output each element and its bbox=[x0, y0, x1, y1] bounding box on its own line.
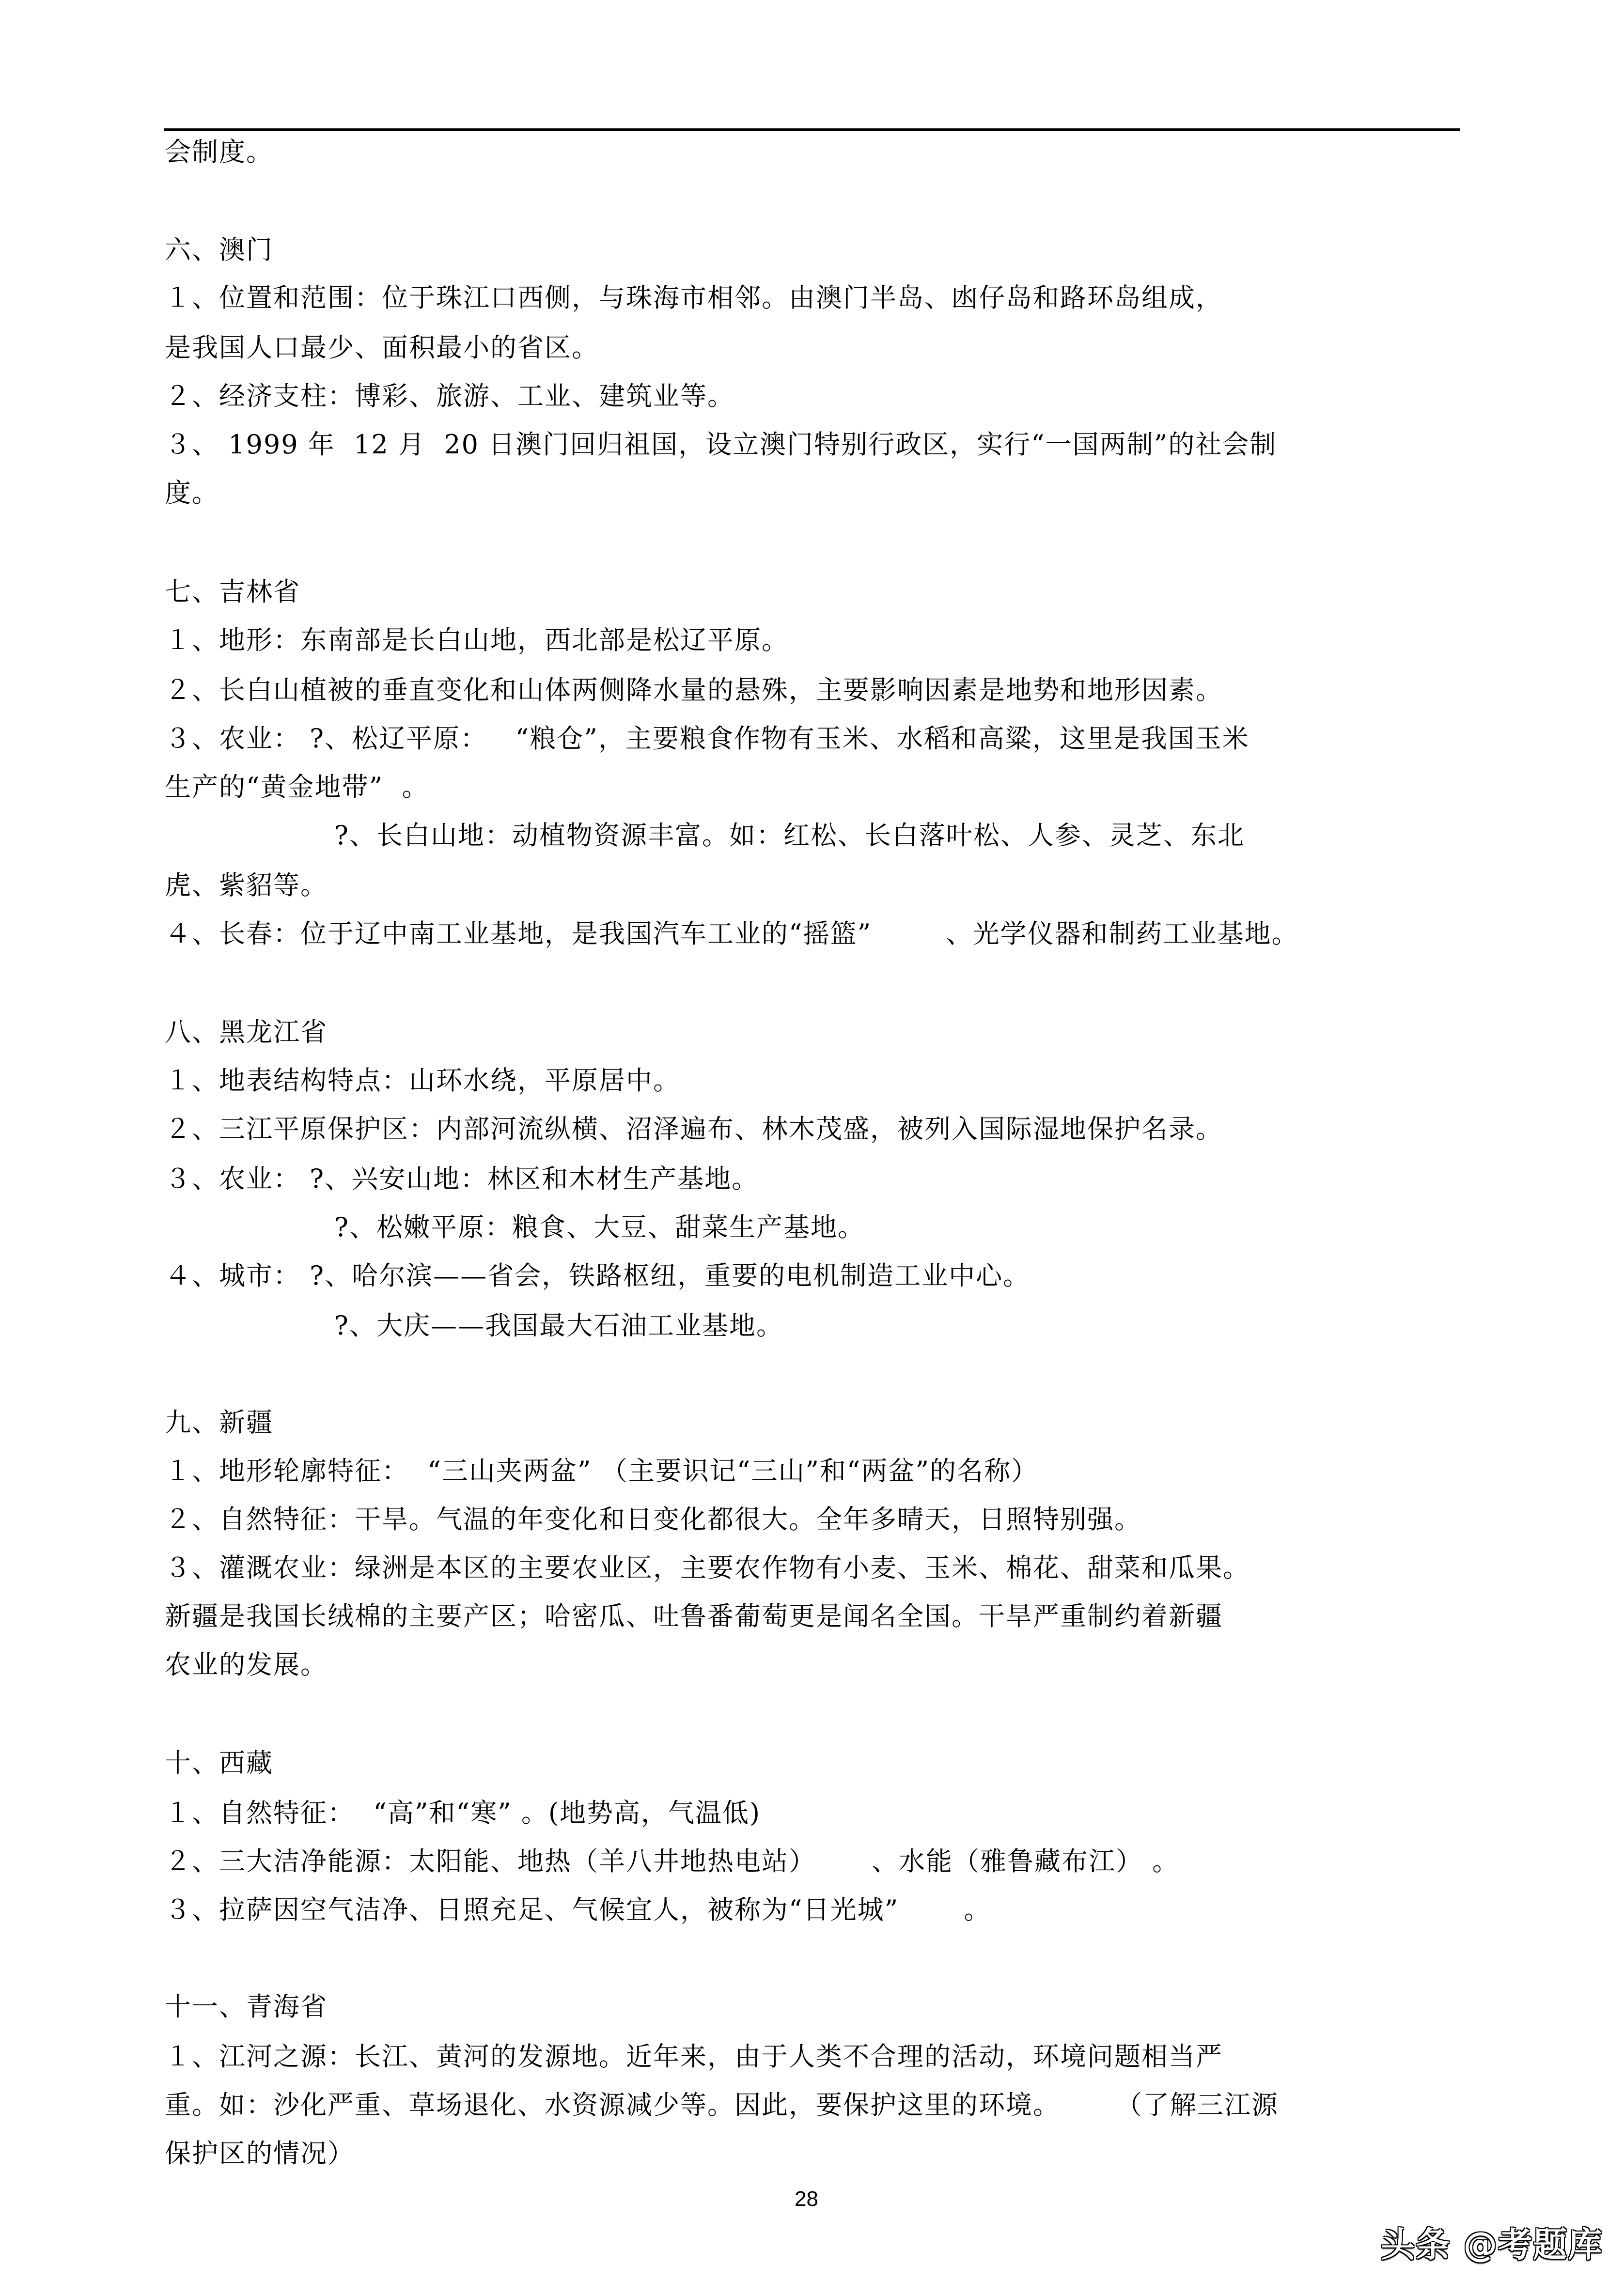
xinjiang-item-1: １、地形轮廓特征： “三山夹两盆” （主要识记“三山”和“两盆”的名称） bbox=[165, 1456, 1039, 1486]
macau-item-3-cont: 度。 bbox=[165, 478, 219, 508]
heilongjiang-item-1: １、地表结构特点：山环水绕，平原居中。 bbox=[165, 1065, 680, 1096]
heilongjiang-item-2: ２、三江平原保护区：内部河流纵横、沼泽遍布、林木茂盛，被列入国际湿地保护名录。 bbox=[165, 1114, 1223, 1144]
page-number: 28 bbox=[795, 2187, 818, 2211]
macau-item-3: ３、 1999 年 12 月 20 日澳门回归祖国，设立澳门特别行政区，实行“一国两制”的社会制 bbox=[165, 429, 1277, 460]
macau-item-2: ２、经济支柱：博彩、旅游、工业、建筑业等。 bbox=[165, 381, 734, 411]
xinjiang-item-2: ２、自然特征：干旱。气温的年变化和日变化都很大。全年多晴天，日照特别强。 bbox=[165, 1504, 1141, 1535]
jilin-item-4: ４、长春：位于辽中南工业基地，是我国汽车工业的“摇篮” 、光学仪器和制药工业基地。 bbox=[165, 918, 1299, 949]
jilin-item-2: ２、长白山植被的垂直变化和山体两侧降水量的悬殊，主要影响因素是地势和地形因素。 bbox=[165, 675, 1223, 705]
xinjiang-item-3: ３、灌溉农业：绿洲是本区的主要农业区，主要农作物有小麦、玉米、棉花、甜菜和瓜果。 bbox=[165, 1552, 1250, 1583]
macau-item-1-cont: 是我国人口最少、面积最小的省区。 bbox=[165, 332, 599, 363]
section-title-tibet: 十、西藏 bbox=[165, 1748, 273, 1778]
tibet-item-3: ３、拉萨因空气洁净、日照充足、气候宜人，被称为“日光城” 。 bbox=[165, 1894, 991, 1925]
section-title-qinghai: 十一、青海省 bbox=[165, 1991, 328, 2022]
qinghai-item-1-cont: 重。如：沙化严重、草场退化、水资源减少等。因此，要保护这里的环境。 （了解三江源 bbox=[165, 2090, 1279, 2120]
jilin-item-1: １、地形：东南部是长白山地，西北部是松辽平原。 bbox=[165, 625, 789, 655]
macau-item-1: １、位置和范围：位于珠江口西侧，与珠海市相邻。由澳门半岛、凼仔岛和路环岛组成， bbox=[165, 282, 1223, 313]
continuation-text: 会制度。 bbox=[165, 137, 273, 167]
section-title-xinjiang: 九、新疆 bbox=[165, 1407, 273, 1438]
header-rule bbox=[164, 128, 1460, 131]
jilin-item-3-cont: 生产的“黄金地带” 。 bbox=[165, 772, 429, 802]
tibet-item-1: １、自然特征： “高”和“寒” 。(地势高，气温低) bbox=[165, 1798, 761, 1828]
tibet-item-2: ２、三大洁净能源：太阳能、地热（羊八井地热电站） 、水能（雅鲁藏布江） 。 bbox=[165, 1846, 1180, 1877]
qinghai-item-1-cont-2: 保护区的情况） bbox=[165, 2138, 355, 2169]
section-title-jilin: 七、吉林省 bbox=[165, 576, 300, 607]
section-title-macau: 六、澳门 bbox=[165, 234, 273, 265]
heilongjiang-item-4-sub: ?、大庆——我国最大石油工业基地。 bbox=[334, 1310, 783, 1341]
xinjiang-item-3-cont-2: 农业的发展。 bbox=[165, 1649, 328, 1680]
section-title-heilongjiang: 八、黑龙江省 bbox=[165, 1017, 328, 1047]
heilongjiang-item-3: ３、农业： ?、兴安山地：林区和木材生产基地。 bbox=[165, 1164, 759, 1194]
jilin-item-3-sub-cont: 虎、紫貂等。 bbox=[165, 870, 328, 900]
qinghai-item-1: １、江河之源：长江、黄河的发源地。近年来，由于人类不合理的活动，环境问题相当严 bbox=[165, 2041, 1223, 2072]
heilongjiang-item-3-sub: ?、松嫩平原：粮食、大豆、甜菜生产基地。 bbox=[334, 1212, 865, 1242]
watermark: 头条 @考题库 bbox=[1381, 2225, 1603, 2265]
jilin-item-3-sub: ?、长白山地：动植物资源丰富。如：红松、长白落叶松、人参、灵芝、东北 bbox=[334, 820, 1245, 851]
jilin-item-3: ３、农业： ?、松辽平原： “粮仓”，主要粮食作物有玉米、水稻和高粱，这里是我国玉米 bbox=[165, 723, 1249, 754]
heilongjiang-item-4: ４、城市： ?、哈尔滨——省会，铁路枢纽，重要的电机制造工业中心。 bbox=[165, 1260, 1031, 1291]
xinjiang-item-3-cont: 新疆是我国长绒棉的主要产区；哈密瓜、吐鲁番葡萄更是闻名全国。干旱严重制约着新疆 bbox=[165, 1601, 1223, 1631]
